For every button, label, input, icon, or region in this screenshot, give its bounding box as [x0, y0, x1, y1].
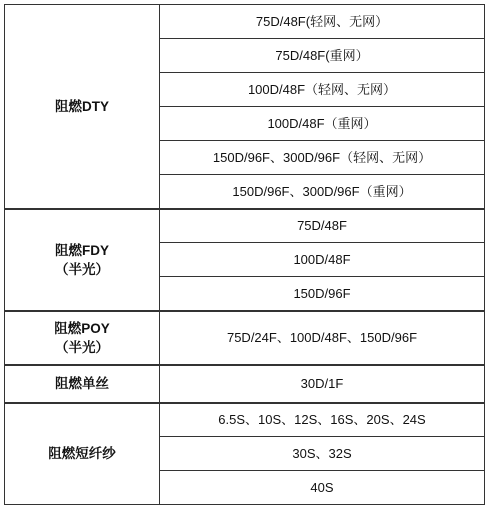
category-sublabel: （半光） — [55, 261, 109, 277]
product-spec-table — [4, 4, 485, 505]
spec-cell: 150D/96F、300D/96F（轻网、无网） — [160, 141, 485, 175]
spec-cell: 150D/96F、300D/96F（重网） — [160, 175, 485, 209]
category-label: 阻燃FDY — [55, 242, 109, 258]
category-cell-dty — [5, 5, 160, 209]
category-cell-poy — [5, 311, 160, 365]
spec-cell: 150D/96F — [160, 277, 485, 311]
category-sublabel: （半光） — [55, 339, 109, 355]
spec-cell: 40S — [160, 471, 485, 505]
category-cell-fdy — [5, 209, 160, 311]
category-label: 阻燃POY — [54, 320, 110, 336]
spec-cell: 100D/48F（轻网、无网） — [160, 73, 485, 107]
table-row — [5, 403, 485, 437]
category-label: 阻燃单丝 — [55, 376, 109, 391]
spec-cell: 75D/48F — [160, 209, 485, 243]
spec-cell: 75D/48F(轻网、无网） — [160, 5, 485, 39]
spec-cell: 30D/1F — [160, 365, 485, 403]
spec-cell: 75D/48F(重网） — [160, 39, 485, 73]
table-row — [5, 5, 485, 39]
category-cell-monofilament — [5, 365, 160, 403]
spec-cell: 75D/24F、100D/48F、150D/96F — [160, 311, 485, 365]
spec-cell: 100D/48F（重网） — [160, 107, 485, 141]
table-row — [5, 209, 485, 243]
spec-cell: 30S、32S — [160, 437, 485, 471]
category-label: 阻燃短纤纱 — [48, 446, 116, 462]
category-label: 阻燃DTY — [55, 98, 109, 114]
table-row — [5, 311, 485, 365]
spec-cell: 6.5S、10S、12S、16S、20S、24S — [160, 403, 485, 437]
category-cell-staple-yarn — [5, 403, 160, 505]
table-row — [5, 365, 485, 403]
spec-cell: 100D/48F — [160, 243, 485, 277]
